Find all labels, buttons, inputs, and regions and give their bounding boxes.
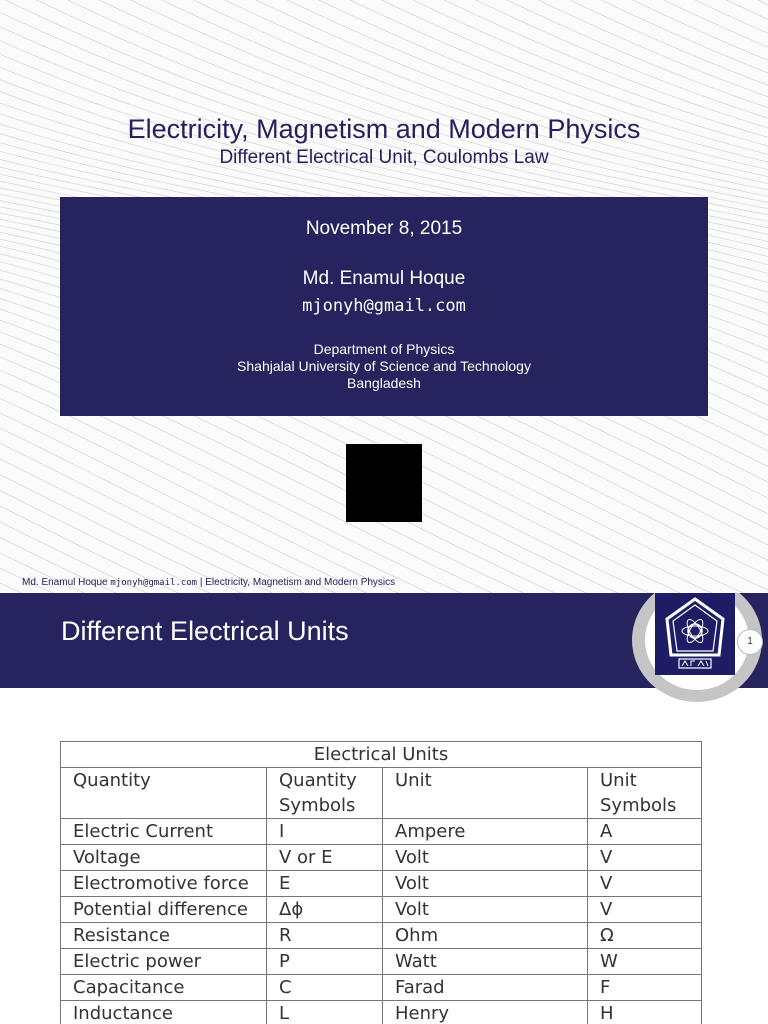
column-header <box>61 768 267 819</box>
table-cell: Resistance <box>61 923 267 949</box>
units-slide <box>0 593 768 1024</box>
department-name: Department of Physics <box>313 341 455 357</box>
presentation-date: November 8, 2015 <box>305 218 463 239</box>
header-line: Quantity <box>73 770 151 791</box>
footer-course: Electricity, Magnetism and Modern Physics <box>205 577 396 588</box>
table-cell: I <box>267 819 383 845</box>
table-row <box>61 975 702 1001</box>
header-line: Unit <box>395 770 432 791</box>
table-row <box>61 923 702 949</box>
wave-line <box>0 0 768 122</box>
header-line: Unit <box>600 770 637 791</box>
table-cell: V <box>588 871 702 897</box>
table-cell: W <box>588 949 702 975</box>
table-cell: P <box>267 949 383 975</box>
table-cell: V <box>588 897 702 923</box>
table-cell: Potential difference <box>61 897 267 923</box>
wave-line <box>0 0 768 90</box>
wave-line <box>0 0 768 78</box>
slide-footer <box>22 577 395 588</box>
wave-line <box>0 0 768 25</box>
table-cell: Volt <box>383 845 588 871</box>
table-caption-row <box>61 742 702 768</box>
presentation-subtitle: Different Electrical Unit, Coulombs Law <box>219 147 549 168</box>
table-cell: Capacitance <box>61 975 267 1001</box>
wave-line <box>0 0 768 101</box>
table-cell: A <box>588 819 702 845</box>
table-cell: Electric power <box>61 949 267 975</box>
table-row <box>61 871 702 897</box>
author-name: Md. Enamul Hoque <box>302 268 466 289</box>
table-cell: Electromotive force <box>61 871 267 897</box>
wave-line <box>0 0 768 217</box>
electrical-units-table <box>60 741 702 1024</box>
table-cell: V <box>588 845 702 871</box>
page-number-badge: 1 <box>737 629 763 655</box>
wave-line <box>0 0 768 10</box>
table-cell: Ampere <box>383 819 588 845</box>
author-info-box <box>60 197 708 416</box>
frame-title: Different Electrical Units <box>61 616 349 646</box>
column-header <box>588 768 702 819</box>
table-cell: Voltage <box>61 845 267 871</box>
table-cell: Δϕ <box>267 897 383 923</box>
footer-author: Md. Enamul Hoque <box>22 577 108 588</box>
wave-line <box>0 0 768 39</box>
table-cell: R <box>267 923 383 949</box>
column-header <box>267 768 383 819</box>
author-email: mjonyh@gmail.com <box>302 296 466 316</box>
table-row <box>61 1001 702 1024</box>
table-cell: H <box>588 1001 702 1024</box>
university-name: Shahjalal University of Science and Technology <box>237 358 531 374</box>
country-name: Bangladesh <box>347 375 421 391</box>
table-cell: Inductance <box>61 1001 267 1024</box>
table-caption: Electrical Units <box>61 742 702 768</box>
table-cell: V or E <box>267 845 383 871</box>
footer-separator: | <box>199 577 203 588</box>
table-cell: Ω <box>588 923 702 949</box>
table-row <box>61 845 702 871</box>
logo-placeholder-image <box>346 444 422 522</box>
table-cell: Farad <box>383 975 588 1001</box>
university-logo-icon <box>655 593 735 675</box>
table-header-row <box>61 768 702 819</box>
header-line: Symbols <box>279 795 356 816</box>
table-row <box>61 897 702 923</box>
table-cell: Volt <box>383 871 588 897</box>
wave-line <box>0 0 768 112</box>
header-line: Symbols <box>600 795 677 816</box>
table-body <box>61 819 702 1024</box>
table-cell: F <box>588 975 702 1001</box>
table-cell: Ohm <box>383 923 588 949</box>
institute-block <box>60 341 708 392</box>
table-cell: Watt <box>383 949 588 975</box>
wave-line <box>0 0 768 205</box>
column-header <box>383 768 588 819</box>
header-line: Quantity <box>279 770 357 791</box>
table-cell: Henry <box>383 1001 588 1024</box>
table-row <box>61 819 702 845</box>
presentation-title: Electricity, Magnetism and Modern Physics <box>127 114 641 144</box>
table-cell: Volt <box>383 897 588 923</box>
table-row <box>61 949 702 975</box>
table-cell: Electric Current <box>61 819 267 845</box>
footer-email: mjonyh@gmail.com <box>110 578 198 588</box>
table-cell: C <box>267 975 383 1001</box>
table-cell: E <box>267 871 383 897</box>
wave-line <box>0 0 768 65</box>
table-cell: L <box>267 1001 383 1024</box>
